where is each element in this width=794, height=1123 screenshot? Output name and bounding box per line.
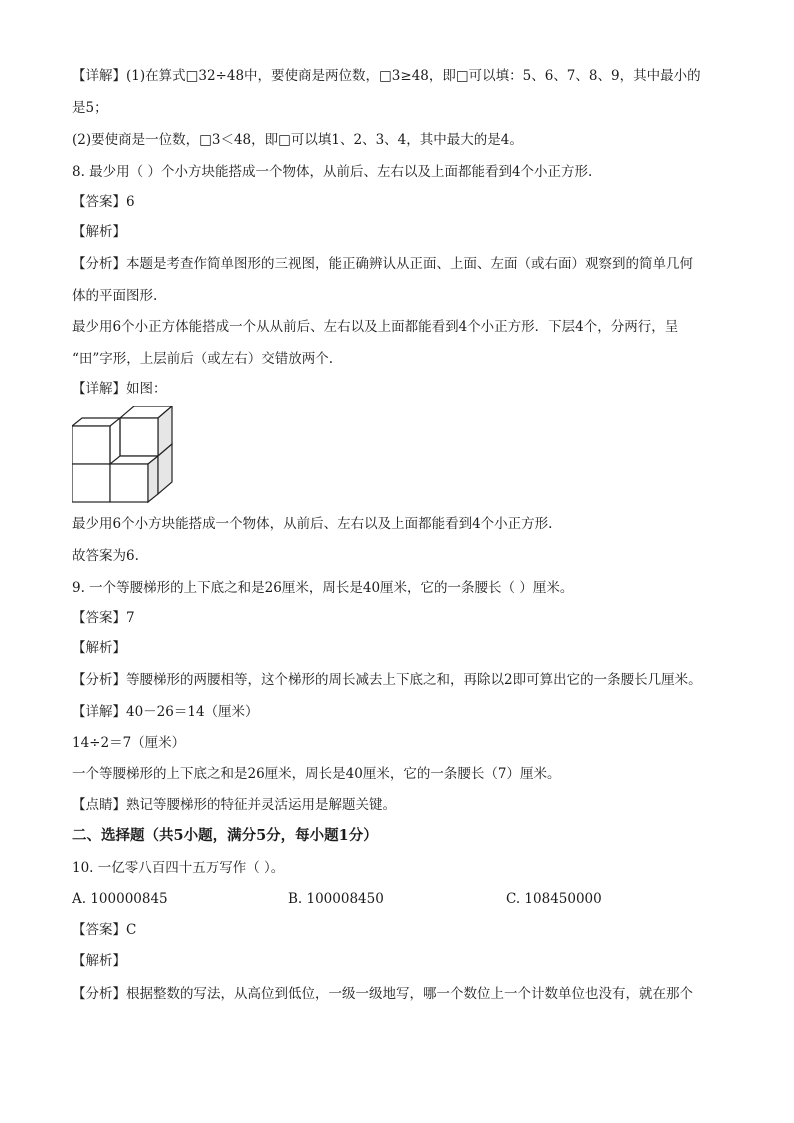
q10-analysis-heading: 【解析】 [72,953,126,969]
detail-line-1: 【详解】(1)在算式□32÷48中，要使商是两位数，□3≥48，即□可以填：5、6、7、8、9，其中最小的 [72,68,701,84]
cube-front-face [72,426,110,464]
q8-conclusion: 最少用6个小方块能搭成一个物体，从前后、左右以及上面都能看到4个小正方形. [72,516,553,532]
q8-detail: 【详解】如图： [72,381,167,397]
cube-top-face [72,418,120,426]
detail-line-3: (2)要使商是一位数，□3＜48，即□可以填1、2、3、4，其中最大的是4。 [72,132,523,148]
q10-option-b: B. 100008450 [288,891,384,907]
q9-calc: 14÷2＝7（厘米） [72,735,186,751]
detail-line-2: 是5； [72,100,108,116]
q9-detail: 【详解】40－26＝14（厘米） [72,704,259,720]
q10-option-a: A. 100000845 [72,891,168,907]
q9-conclusion: 一个等腰梯形的上下底之和是26厘米，周长是40厘米，它的一条腰长（7）厘米。 [72,766,561,782]
q9-analysis-heading: 【解析】 [72,640,126,656]
q8-analysis-4: “田”字形，上层前后（或左右）交错放两个. [72,351,334,367]
q8-analysis-3: 最少用6个小正方体能搭成一个从从前后、左右以及上面都能看到4个小正方形．下层4个，分两行，呈 [72,319,679,335]
question-8: 8. 最少用（ ）个小方块能搭成一个物体，从前后、左右以及上面都能看到4个小正方形. [72,164,593,180]
q8-analysis-heading: 【解析】 [72,224,126,240]
q8-analysis-1: 【分析】本题是考查作简单图形的三视图，能正确辨认从正面、上面、左面（或右面）观察到的简单几何 [72,256,693,272]
q8-answer: 【答案】6 [72,194,135,210]
q10-answer: 【答案】C [72,922,137,938]
q10-analysis: 【分析】根据整数的写法，从高位到低位，一级一级地写，哪一个数位上一个计数单位也没有，就在那个 [72,986,693,1002]
section-2-heading: 二、选择题（共5小题，满分5分，每小题1分） [72,827,378,844]
q9-key-point: 【点睛】熟记等腰梯形的特征并灵活运用是解题关键。 [72,797,396,813]
q10-option-c: C. 108450000 [506,891,602,907]
cube-front-face [120,418,158,456]
q9-analysis: 【分析】等腰梯形的两腰相等，这个梯形的周长减去上下底之和，再除以2即可算出它的一条腰长几厘米。 [72,672,702,688]
cube-front-face [72,464,110,502]
question-10: 10. 一亿零八百四十五万写作（ ）。 [72,860,285,876]
q9-answer: 【答案】7 [72,610,135,626]
cube-side-face [148,456,158,502]
q8-analysis-2: 体的平面图形. [72,288,158,304]
cube-front-face [110,464,148,502]
question-9: 9. 一个等腰梯形的上下底之和是26厘米，周长是40厘米，它的一条腰长（ ）厘米。 [72,580,574,596]
q8-final: 故答案为6. [72,548,139,564]
cube-figure [72,406,176,504]
